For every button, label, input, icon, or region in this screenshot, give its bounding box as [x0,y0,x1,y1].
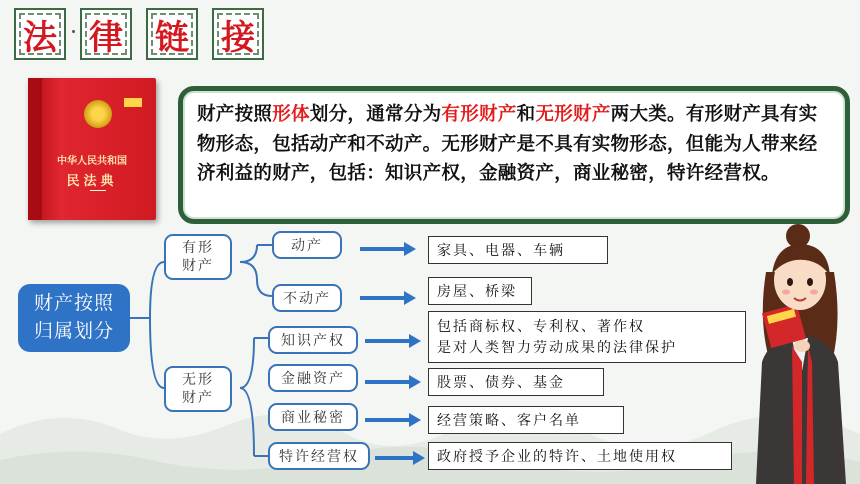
highlight-shape: 形体 [272,104,310,125]
tangible-node [164,234,232,280]
result-ip-line1: 包括商标权、专利权、著作权 [437,319,645,335]
arrow-right-icon [375,451,425,465]
tangible-line1: 有形 [182,240,214,256]
brace-intangible-a [240,338,254,388]
highlight-intangible: 无形财产 [535,104,611,125]
result-financial: 股票、债券、基金 [428,368,604,396]
result-ip-line2: 是对人类智力劳动成果的法律保护 [437,340,677,356]
root-node [18,284,130,352]
paragraph-text: 划分，通常分为 [309,104,442,125]
result-franchise: 政府授予企业的特许、土地使用权 [428,442,732,470]
book-title-line2: 民法典 [66,174,118,189]
tangible-line2: 财产 [182,258,214,274]
arrow-right-icon [365,413,421,427]
lawyer-illustration [736,212,860,484]
root-line2: 归属划分 [33,321,114,342]
title-char: 接 [221,17,255,58]
intangible-node [164,366,232,412]
intangible-line1: 无形 [182,372,214,388]
franchise-node: 特许经营权 [268,442,370,470]
result-immovable: 房屋、桥梁 [428,277,532,305]
title-char: 律 [89,17,123,58]
root-line1: 财产按照 [33,293,114,314]
brace-root-lower [150,318,164,388]
paragraph-text: 财产按照 [197,104,273,125]
arrow-right-icon [365,334,421,348]
result-movable: 家具、电器、车辆 [428,236,608,264]
arrows [360,242,425,465]
paragraph-text: 两大类。有形财产具有实物形态，包括动产和不动产。无形财产是不具有实物形态，但能为人带来经济利益的财产，包括：知识产权，金融资产，商业秘密，特许经营权。 [197,104,818,184]
paragraph-text: 和 [516,104,536,125]
highlight-tangible: 有形财产 [441,104,517,125]
book-title-line1: 中华人民共和国 [57,156,127,167]
movable-node: 动产 [272,231,342,259]
ip-node: 知识产权 [268,326,358,354]
trade-secret-node: 商业秘密 [268,403,358,431]
brace-intangible-b [240,388,254,456]
arrow-right-icon [365,375,421,389]
title-char: 链 [155,17,189,58]
brace-tangible-stem [240,262,257,280]
financial-node: 金融资产 [268,364,358,392]
result-trade-secret: 经营策略、客户名单 [428,406,624,434]
brace-tangible-upper [240,245,257,262]
brace-root-upper [150,262,164,318]
immovable-node: 不动产 [272,284,342,312]
result-ip [428,311,746,363]
arrow-right-icon [360,242,416,256]
arrow-right-icon [360,291,416,305]
intangible-line2: 财产 [182,390,214,406]
brace-tangible-lower [257,280,272,296]
title-char: 法 [23,17,57,58]
